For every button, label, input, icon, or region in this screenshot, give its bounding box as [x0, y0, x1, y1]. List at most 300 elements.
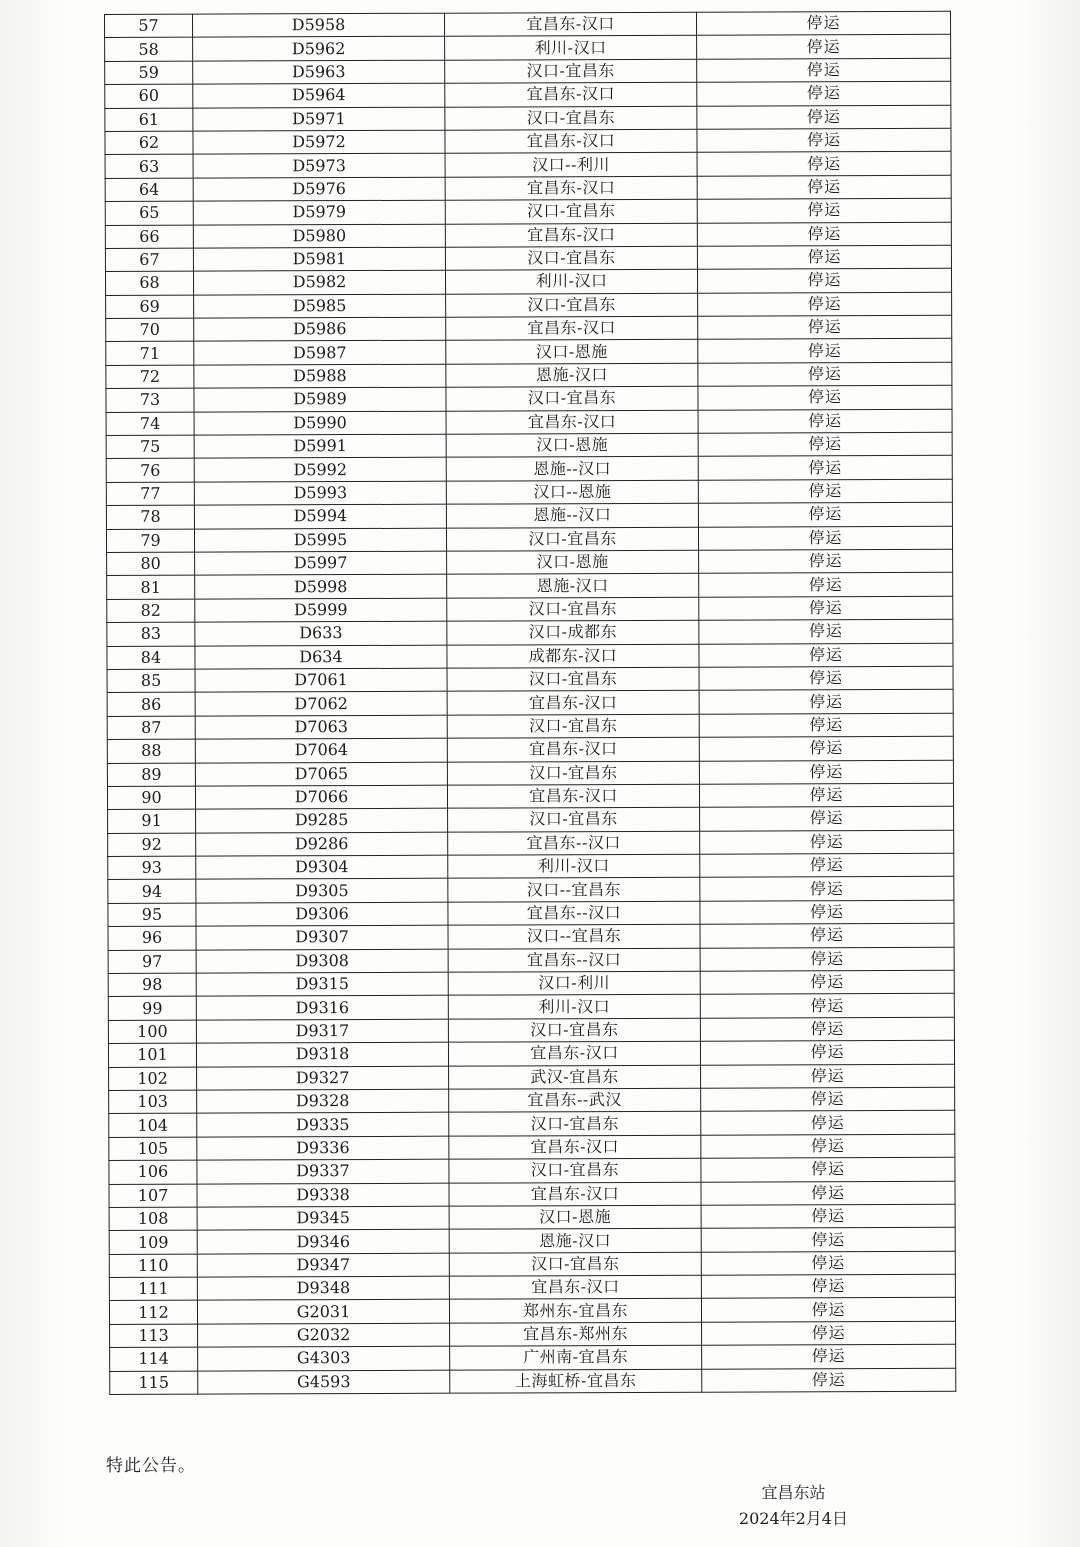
train-number-cell: D9338 [197, 1183, 449, 1207]
status-cell: 停运 [699, 736, 953, 760]
status-cell: 停运 [701, 1111, 955, 1135]
train-number-cell: D5982 [193, 270, 445, 294]
status-cell: 停运 [699, 619, 953, 643]
route-cell: 宜昌东-汉口 [446, 316, 698, 340]
row-number-cell: 112 [109, 1301, 197, 1325]
table-row [105, 245, 951, 272]
train-number-cell: D5998 [195, 575, 447, 599]
table-row [107, 760, 953, 787]
table-row [108, 947, 954, 974]
route-cell: 利川-汉口 [448, 995, 700, 1019]
status-cell: 停运 [699, 713, 953, 737]
row-number-cell: 72 [106, 365, 194, 389]
route-cell: 恩施-汉口 [447, 574, 699, 598]
table-row [106, 339, 952, 366]
status-cell: 停运 [700, 877, 954, 901]
route-cell: 汉口-恩施 [449, 1205, 701, 1229]
train-number-cell: D9305 [196, 879, 448, 903]
status-cell: 停运 [702, 1345, 956, 1369]
table-row [108, 830, 954, 857]
train-number-cell: G4593 [198, 1370, 450, 1394]
row-number-cell: 78 [106, 505, 194, 529]
route-cell: 恩施-汉口 [449, 1229, 701, 1253]
status-cell: 停运 [699, 666, 953, 690]
train-number-cell: D9286 [196, 832, 448, 856]
table-row [109, 1228, 955, 1255]
route-cell: 汉口--恩施 [446, 480, 698, 504]
route-cell: 汉口-宜昌东 [445, 246, 697, 270]
table-row [107, 643, 953, 670]
route-cell: 汉口-宜昌东 [449, 1158, 701, 1182]
row-number-cell: 62 [105, 131, 193, 155]
row-number-cell: 100 [108, 1020, 196, 1044]
train-number-cell: D9318 [196, 1042, 448, 1066]
train-number-cell: D7064 [195, 738, 447, 762]
row-number-cell: 105 [109, 1137, 197, 1161]
route-cell: 汉口-恩施 [446, 433, 698, 457]
status-cell: 停运 [697, 269, 951, 293]
train-number-cell: D9328 [197, 1089, 449, 1113]
route-cell: 宜昌东-汉口 [449, 1182, 701, 1206]
row-number-cell: 86 [107, 692, 195, 716]
table-row [105, 269, 951, 296]
status-cell: 停运 [699, 596, 953, 620]
table-row [109, 1204, 955, 1231]
row-number-cell: 106 [109, 1160, 197, 1184]
table-row [108, 923, 954, 950]
row-number-cell: 75 [106, 435, 194, 459]
route-cell: 汉口-宜昌东 [446, 386, 698, 410]
train-number-cell: D5958 [193, 13, 445, 37]
table-row [106, 502, 952, 529]
row-number-cell: 96 [108, 926, 196, 950]
table-row [106, 432, 952, 459]
route-cell: 成都东-汉口 [447, 644, 699, 668]
table-row [106, 409, 952, 436]
issue-date: 2024年2月4日 [738, 1509, 848, 1528]
route-cell: 宜昌东-汉口 [448, 1041, 700, 1065]
status-cell: 停运 [698, 479, 952, 503]
row-number-cell: 79 [106, 529, 194, 553]
route-cell: 宜昌东-汉口 [445, 223, 697, 247]
row-number-cell: 66 [105, 225, 193, 249]
table-row [109, 1251, 955, 1278]
train-number-cell: D9317 [196, 1019, 448, 1043]
route-cell: 利川-汉口 [445, 270, 697, 294]
row-number-cell: 104 [109, 1114, 197, 1138]
row-number-cell: 103 [109, 1090, 197, 1114]
table-row [106, 315, 952, 342]
row-number-cell: 94 [108, 880, 196, 904]
train-number-cell: D5962 [193, 37, 445, 61]
status-cell: 停运 [699, 643, 953, 667]
table-row [109, 1274, 955, 1301]
train-number-cell: D5994 [194, 504, 446, 528]
table-row [108, 853, 954, 880]
table-row [105, 81, 951, 108]
route-cell: 利川-汉口 [445, 36, 697, 60]
route-cell: 汉口--利川 [445, 153, 697, 177]
route-cell: 宜昌东--汉口 [448, 948, 700, 972]
table-row [107, 666, 953, 693]
table-row [108, 1017, 954, 1044]
table-row [106, 292, 952, 319]
route-cell: 汉口-宜昌东 [448, 1018, 700, 1042]
route-cell: 利川-汉口 [448, 854, 700, 878]
row-number-cell: 84 [107, 646, 195, 670]
announcement-closing: 特此公告。 [106, 1456, 196, 1476]
status-cell: 停运 [701, 1204, 955, 1228]
route-cell: 汉口-宜昌东 [449, 1252, 701, 1276]
train-number-cell: D5971 [193, 107, 445, 131]
row-number-cell: 68 [105, 271, 193, 295]
status-cell: 停运 [700, 853, 954, 877]
route-cell: 宜昌东-汉口 [445, 82, 697, 106]
row-number-cell: 85 [107, 669, 195, 693]
table-row [109, 1064, 955, 1091]
status-cell: 停运 [698, 362, 952, 386]
status-cell: 停运 [700, 947, 954, 971]
train-number-cell: D5992 [194, 458, 446, 482]
route-cell: 宜昌东-汉口 [445, 176, 697, 200]
route-cell: 汉口-利川 [448, 971, 700, 995]
table-row [107, 713, 953, 740]
route-cell: 广州南-宜昌东 [450, 1345, 702, 1369]
issuer-name: 宜昌东站 [761, 1483, 826, 1502]
route-cell: 宜昌东-汉口 [447, 784, 699, 808]
row-number-cell: 74 [106, 412, 194, 436]
table-row [105, 175, 951, 202]
train-number-cell: D9336 [197, 1136, 449, 1160]
row-number-cell: 107 [109, 1184, 197, 1208]
row-number-cell: 71 [106, 342, 194, 366]
row-number-cell: 90 [107, 786, 195, 810]
route-cell: 汉口-恩施 [446, 340, 698, 364]
status-cell: 停运 [700, 1017, 954, 1041]
train-number-cell: D7066 [195, 785, 447, 809]
status-cell: 停运 [698, 432, 952, 456]
row-number-cell: 59 [105, 61, 193, 85]
status-cell: 停运 [698, 409, 952, 433]
train-number-cell: D5997 [195, 551, 447, 575]
row-number-cell: 111 [109, 1277, 197, 1301]
status-cell: 停运 [700, 923, 954, 947]
row-number-cell: 99 [108, 997, 196, 1021]
route-cell: 宜昌东--武汉 [449, 1088, 701, 1112]
status-cell: 停运 [697, 222, 951, 246]
row-number-cell: 57 [105, 14, 193, 38]
route-cell: 汉口--宜昌东 [448, 878, 700, 902]
row-number-cell: 98 [108, 973, 196, 997]
row-number-cell: 87 [107, 716, 195, 740]
row-number-cell: 97 [108, 950, 196, 974]
train-number-cell: D9327 [197, 1066, 449, 1090]
route-cell: 恩施--汉口 [446, 503, 698, 527]
train-number-cell: D634 [195, 645, 447, 669]
suspended-trains-table [104, 11, 956, 1395]
row-number-cell: 61 [105, 108, 193, 132]
status-cell: 停运 [701, 1298, 955, 1322]
row-number-cell: 60 [105, 84, 193, 108]
status-cell: 停运 [697, 35, 951, 59]
train-number-cell: D9315 [196, 972, 448, 996]
table-row [107, 783, 953, 810]
table-row [107, 690, 953, 717]
row-number-cell: 109 [109, 1230, 197, 1254]
train-number-cell: D7065 [195, 762, 447, 786]
status-cell: 停运 [701, 1087, 955, 1111]
row-number-cell: 77 [106, 482, 194, 506]
status-cell: 停运 [697, 105, 951, 129]
table-row [107, 619, 953, 646]
status-cell: 停运 [701, 1064, 955, 1088]
route-cell: 汉口-宜昌东 [445, 199, 697, 223]
train-number-cell: D5979 [193, 200, 445, 224]
train-number-cell: D9346 [197, 1229, 449, 1253]
route-cell: 汉口-宜昌东 [446, 527, 698, 551]
route-cell: 汉口-宜昌东 [445, 59, 697, 83]
status-cell: 停运 [697, 128, 951, 152]
row-number-cell: 58 [105, 38, 193, 62]
route-cell: 汉口-成都东 [447, 620, 699, 644]
status-cell: 停运 [698, 385, 952, 409]
row-number-cell: 82 [107, 599, 195, 623]
row-number-cell: 64 [105, 178, 193, 202]
train-number-cell: D9337 [197, 1159, 449, 1183]
train-number-cell: D5987 [194, 341, 446, 365]
row-number-cell: 70 [106, 318, 194, 342]
route-cell: 宜昌东--汉口 [448, 901, 700, 925]
table-row [109, 1134, 955, 1161]
row-number-cell: 69 [106, 295, 194, 319]
train-number-cell: D7063 [195, 715, 447, 739]
train-number-cell: D9335 [197, 1113, 449, 1137]
table-row [108, 900, 954, 927]
row-number-cell: 65 [105, 201, 193, 225]
table-row [107, 549, 953, 576]
row-number-cell: 92 [108, 833, 196, 857]
train-number-cell: D5985 [194, 294, 446, 318]
table-row [106, 362, 952, 389]
route-cell: 汉口-宜昌东 [447, 667, 699, 691]
row-number-cell: 83 [107, 622, 195, 646]
status-cell: 停运 [698, 315, 952, 339]
train-number-cell: D5988 [194, 364, 446, 388]
route-cell: 汉口-宜昌东 [445, 106, 697, 130]
train-number-cell: G2031 [197, 1300, 449, 1324]
row-number-cell: 108 [109, 1207, 197, 1231]
row-number-cell: 91 [108, 809, 196, 833]
route-cell: 宜昌东--汉口 [448, 831, 700, 855]
train-number-cell: D9308 [196, 949, 448, 973]
table-row [108, 994, 954, 1021]
table-body [105, 11, 956, 1394]
route-cell: 宜昌东-汉口 [446, 410, 698, 434]
train-number-cell: D5972 [193, 130, 445, 154]
route-cell: 宜昌东-汉口 [445, 129, 697, 153]
route-cell: 恩施--汉口 [446, 457, 698, 481]
train-number-cell: D5989 [194, 387, 446, 411]
status-cell: 停运 [698, 292, 952, 316]
train-number-cell: D5973 [193, 154, 445, 178]
train-number-cell: D5980 [193, 224, 445, 248]
status-cell: 停运 [697, 245, 951, 269]
route-cell: 上海虹桥-宜昌东 [450, 1369, 702, 1393]
table-row [107, 596, 953, 623]
row-number-cell: 80 [107, 552, 195, 576]
train-number-cell: D633 [195, 621, 447, 645]
table-row [105, 11, 951, 38]
table-row [106, 479, 952, 506]
status-cell: 停运 [701, 1181, 955, 1205]
route-cell: 汉口-恩施 [447, 550, 699, 574]
table-row [106, 456, 952, 483]
train-number-cell: G4303 [198, 1346, 450, 1370]
train-number-cell: D7061 [195, 668, 447, 692]
train-number-cell: D5990 [194, 411, 446, 435]
row-number-cell: 89 [107, 763, 195, 787]
table-row [109, 1157, 955, 1184]
route-cell: 宜昌东-汉口 [444, 12, 696, 36]
route-cell: 武汉-宜昌东 [449, 1065, 701, 1089]
train-number-cell: D9304 [196, 855, 448, 879]
route-cell: 汉口-宜昌东 [446, 293, 698, 317]
train-number-cell: D5981 [193, 247, 445, 271]
status-cell: 停运 [699, 690, 953, 714]
status-cell: 停运 [699, 573, 953, 597]
train-number-cell: D5999 [195, 598, 447, 622]
train-number-cell: D5963 [193, 60, 445, 84]
route-cell: 汉口-宜昌东 [447, 597, 699, 621]
table-row [106, 526, 952, 553]
status-cell: 停运 [701, 1274, 955, 1298]
train-number-cell: D9348 [197, 1276, 449, 1300]
table-row [108, 970, 954, 997]
route-cell: 宜昌东-汉口 [449, 1275, 701, 1299]
table-row [107, 573, 953, 600]
row-number-cell: 110 [109, 1254, 197, 1278]
table-row [106, 385, 952, 412]
train-number-cell: D5991 [194, 434, 446, 458]
status-cell: 停运 [700, 970, 954, 994]
status-cell: 停运 [699, 549, 953, 573]
train-number-cell: D9345 [197, 1206, 449, 1230]
table-row [108, 877, 954, 904]
train-number-cell: D5993 [194, 481, 446, 505]
row-number-cell: 81 [107, 576, 195, 600]
table-row [108, 1040, 954, 1067]
route-cell: 汉口-宜昌东 [447, 761, 699, 785]
status-cell: 停运 [699, 760, 953, 784]
train-number-cell: D7062 [195, 692, 447, 716]
train-number-cell: G2032 [198, 1323, 450, 1347]
row-number-cell: 93 [108, 856, 196, 880]
row-number-cell: 114 [110, 1347, 198, 1371]
table-row [105, 105, 951, 132]
status-cell: 停运 [701, 1228, 955, 1252]
status-cell: 停运 [700, 1040, 954, 1064]
train-number-cell: D9316 [196, 996, 448, 1020]
status-cell: 停运 [700, 900, 954, 924]
row-number-cell: 102 [109, 1067, 197, 1091]
table-row [105, 152, 951, 179]
train-number-cell: D9285 [196, 808, 448, 832]
route-cell: 恩施-汉口 [446, 363, 698, 387]
table-row [108, 807, 954, 834]
status-cell: 停运 [701, 1157, 955, 1181]
table-row [109, 1087, 955, 1114]
train-number-cell: D5976 [193, 177, 445, 201]
table-row [105, 128, 951, 155]
table-row [109, 1181, 955, 1208]
status-cell: 停运 [698, 502, 952, 526]
status-cell: 停运 [700, 830, 954, 854]
route-cell: 郑州东-宜昌东 [449, 1299, 701, 1323]
status-cell: 停运 [697, 198, 951, 222]
train-number-cell: D5986 [194, 317, 446, 341]
status-cell: 停运 [697, 81, 951, 105]
status-cell: 停运 [697, 152, 951, 176]
table-row [105, 198, 951, 225]
status-cell: 停运 [697, 175, 951, 199]
table-row [105, 35, 951, 62]
table-row [105, 222, 951, 249]
status-cell: 停运 [700, 994, 954, 1018]
route-cell: 汉口--宜昌东 [448, 924, 700, 948]
row-number-cell: 95 [108, 903, 196, 927]
row-number-cell: 115 [110, 1371, 198, 1395]
table-row [109, 1111, 955, 1138]
status-cell: 停运 [700, 807, 954, 831]
route-cell: 宜昌东-郑州东 [450, 1322, 702, 1346]
route-cell: 宜昌东-汉口 [447, 737, 699, 761]
status-cell: 停运 [701, 1134, 955, 1158]
table-row [110, 1345, 956, 1372]
table-row [110, 1368, 956, 1395]
status-cell: 停运 [698, 339, 952, 363]
status-cell: 停运 [699, 783, 953, 807]
route-cell: 宜昌东-汉口 [447, 691, 699, 715]
row-number-cell: 76 [106, 459, 194, 483]
status-cell: 停运 [698, 456, 952, 480]
status-cell: 停运 [701, 1251, 955, 1275]
route-cell: 汉口-宜昌东 [448, 808, 700, 832]
status-cell: 停运 [696, 11, 950, 35]
route-cell: 汉口-宜昌东 [447, 714, 699, 738]
route-cell: 汉口-宜昌东 [449, 1112, 701, 1136]
signature-block [739, 1480, 848, 1532]
table-row [109, 1298, 955, 1325]
table-row [105, 58, 951, 85]
row-number-cell: 113 [110, 1324, 198, 1348]
route-cell: 宜昌东-汉口 [449, 1135, 701, 1159]
status-cell: 停运 [702, 1368, 956, 1392]
status-cell: 停运 [698, 526, 952, 550]
table-row [107, 736, 953, 763]
row-number-cell: 101 [108, 1043, 196, 1067]
status-cell: 停运 [702, 1321, 956, 1345]
row-number-cell: 63 [105, 155, 193, 179]
train-number-cell: D9306 [196, 902, 448, 926]
status-cell: 停运 [697, 58, 951, 82]
table-row [110, 1321, 956, 1348]
row-number-cell: 73 [106, 388, 194, 412]
row-number-cell: 67 [105, 248, 193, 272]
train-number-cell: D9347 [197, 1253, 449, 1277]
row-number-cell: 88 [107, 739, 195, 763]
train-number-cell: D5964 [193, 83, 445, 107]
train-number-cell: D5995 [194, 528, 446, 552]
